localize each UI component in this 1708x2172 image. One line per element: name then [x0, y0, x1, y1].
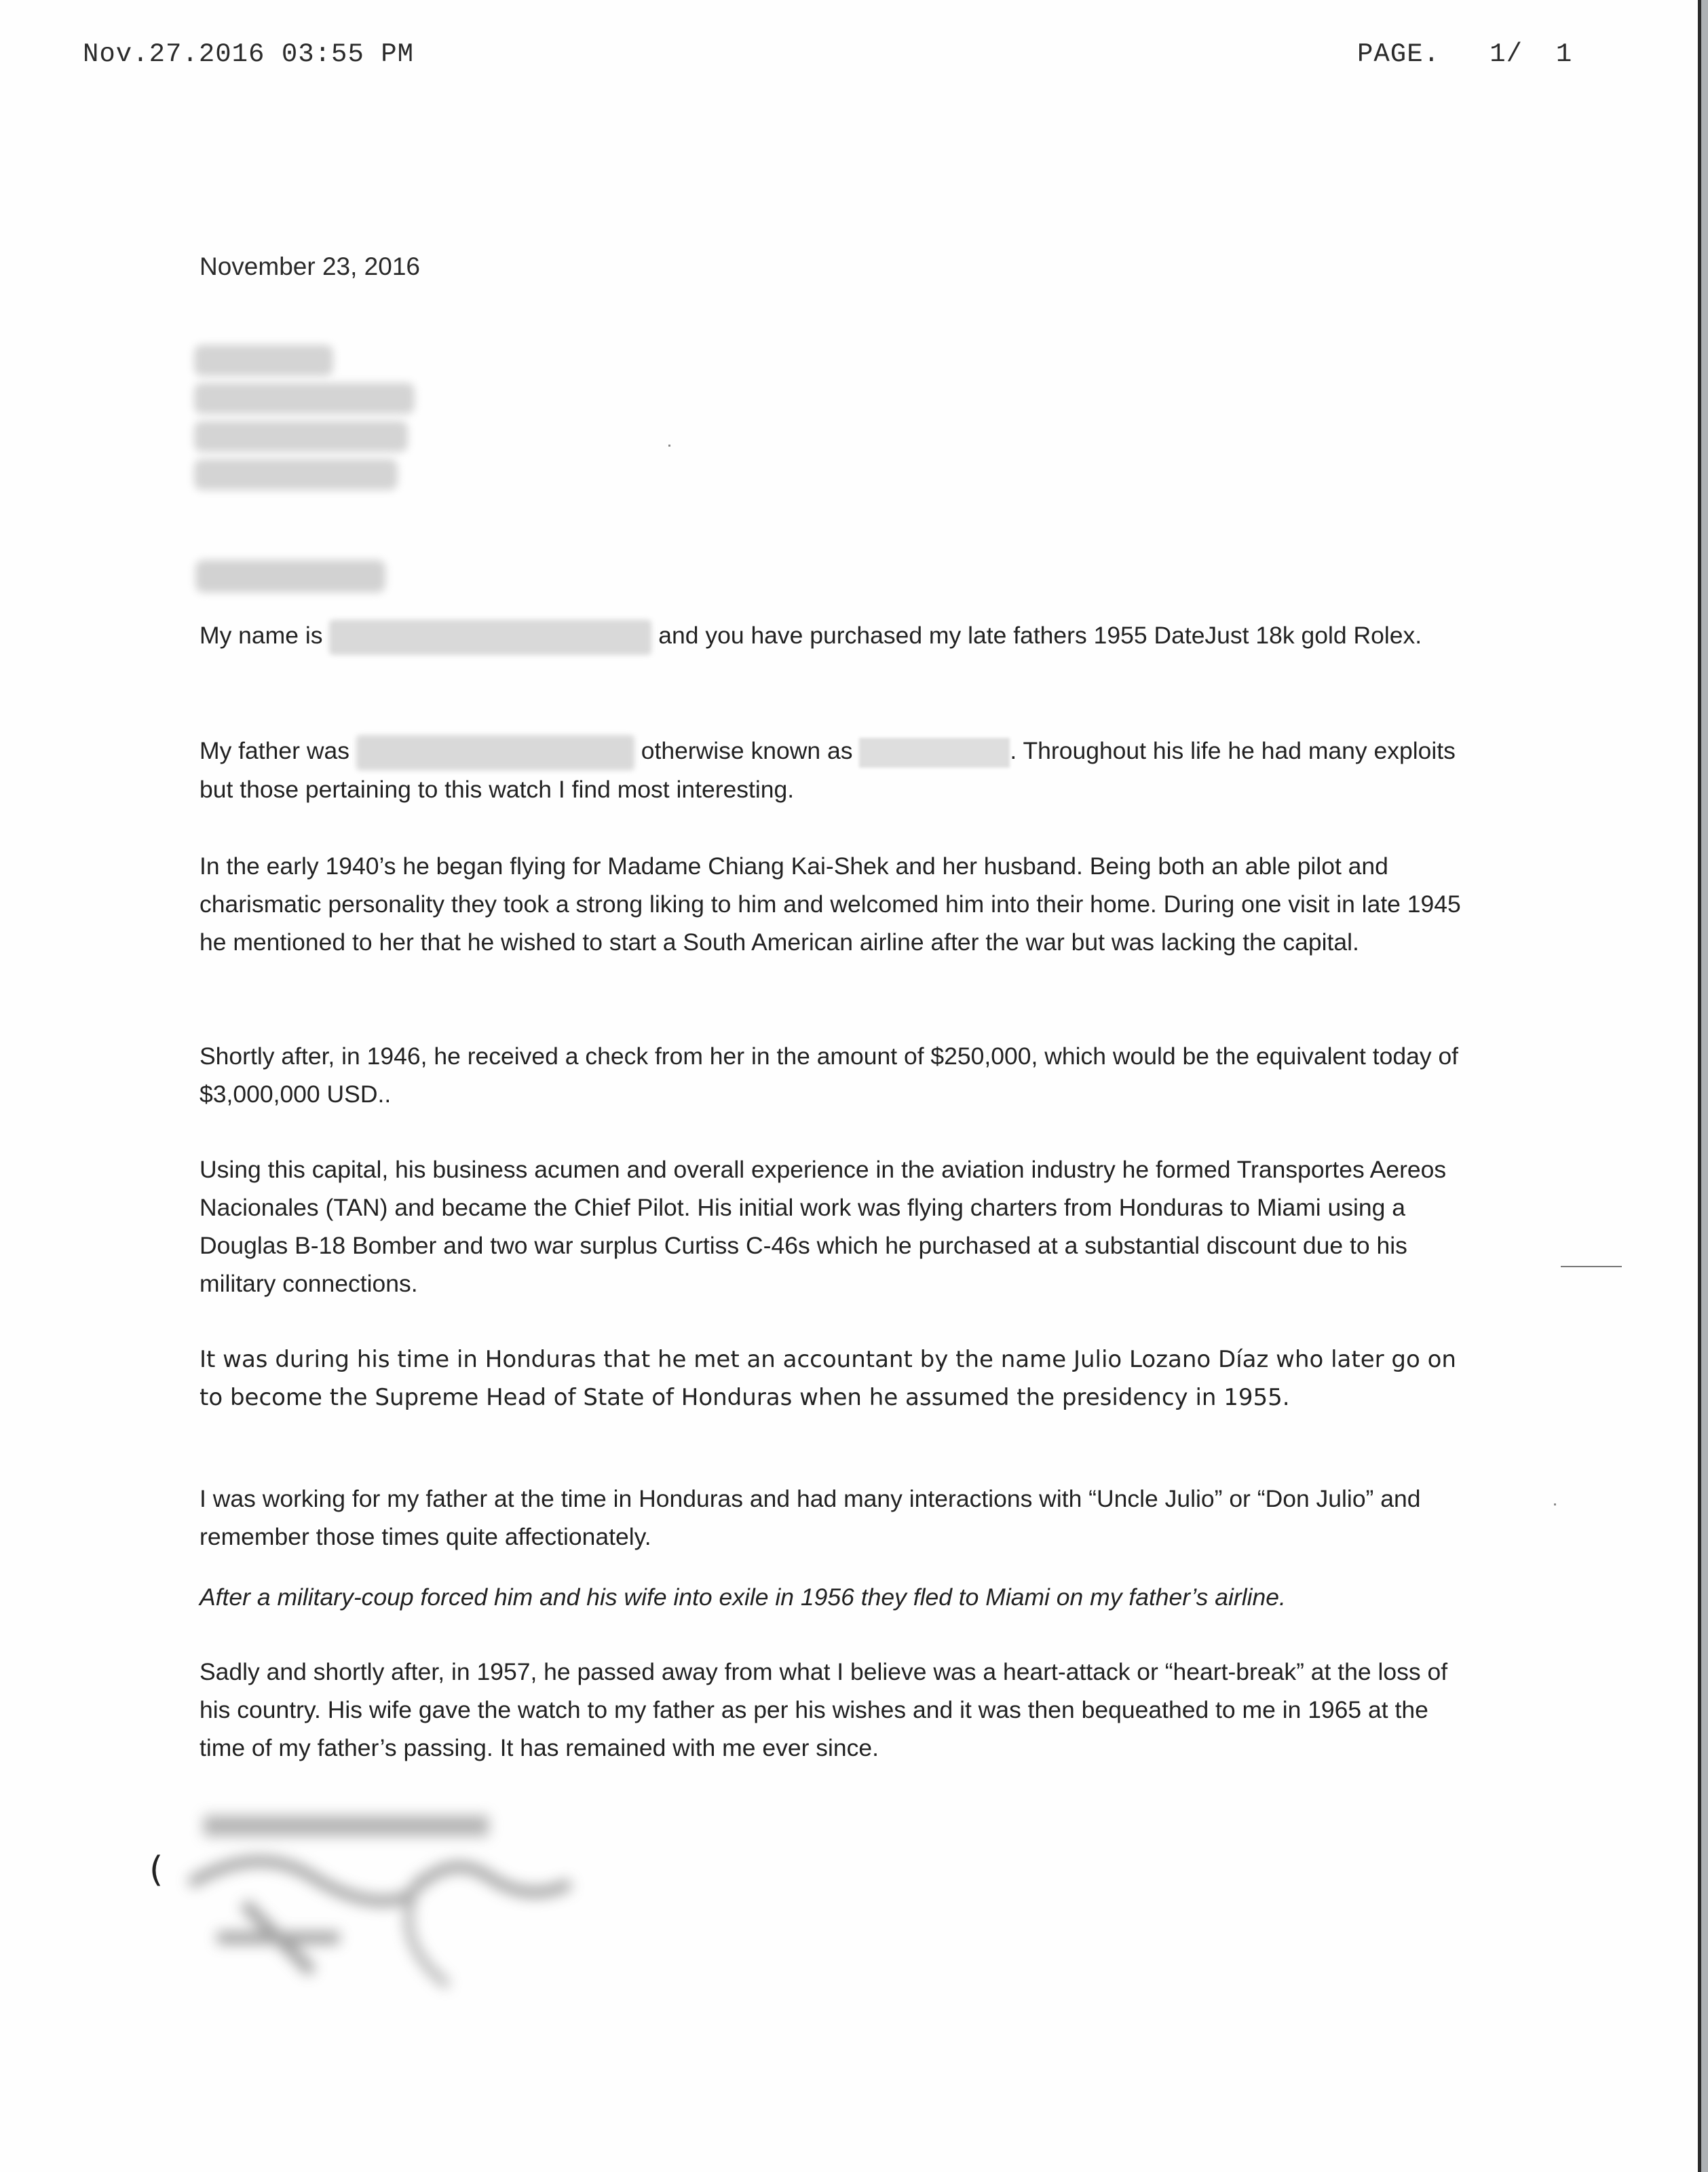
paragraph-9: Sadly and shortly after, in 1957, he passed away from what I believe was a heart-attack or “heart-break” at the loss of his country. His wife gave the watch to my father as per his wishes and it was then bequeathed to me in 1965 at the time of my father’s passing. It has remained with me ever since.	[200, 1658, 1448, 1761]
paragraph-6: It was during his time in Honduras that he met an accountant by the name Julio Lozano Díaz who later go on to become the Supreme Head of State of Honduras when he assumed the presidency in 1955.	[200, 1346, 1456, 1411]
redacted-line	[194, 421, 408, 452]
paragraph-text: . Throughout his life he had many exploits but those pertaining to this watch I find most interesting.	[200, 737, 1456, 803]
paragraph-2	[200, 732, 1462, 808]
letter-date: November 23, 2016	[200, 252, 420, 280]
paragraph-7: I was working for my father at the time in Honduras and had many interactions with “Uncle Julio” or “Don Julio” and remember those times quite affectionately.	[200, 1485, 1421, 1550]
page-count: 1/ 1	[1489, 39, 1573, 69]
scan-mark	[1561, 1266, 1622, 1267]
paragraph-text: My name is	[200, 622, 323, 649]
signature-redacted	[149, 1802, 638, 1992]
scan-speck	[1554, 1503, 1556, 1505]
bracket-mark: (	[149, 1850, 164, 1890]
scan-border	[1701, 0, 1708, 2172]
recipient-address-redacted	[194, 345, 415, 497]
paragraph-text: otherwise known as	[641, 737, 853, 764]
page-label: PAGE.	[1357, 39, 1441, 69]
paragraph-4: Shortly after, in 1946, he received a check from her in the amount of $250,000, which would be the equivalent today of $3,000,000 USD..	[200, 1043, 1459, 1108]
fax-page-indicator	[1357, 39, 1572, 69]
paragraph-5: Using this capital, his business acumen and overall experience in the aviation industry he formed Transportes Aereos Nacionales (TAN) and became the Chief Pilot. His initial work was flying charters from Honduras to Miami using a Douglas B-18 Bomber and two war surplus Curtiss C-46s which he purchased at a substantial discount due to his military connections.	[200, 1156, 1447, 1297]
paragraph-text: and you have purchased my late fathers 1955 DateJust 18k gold Rolex.	[658, 622, 1422, 649]
signature-blur	[163, 1802, 638, 1992]
redacted-nickname	[859, 738, 1010, 768]
redacted-name	[329, 620, 651, 655]
scan-speck	[668, 445, 670, 447]
redacted-line	[194, 459, 398, 490]
redacted-line	[194, 383, 415, 414]
fax-timestamp: Nov.27.2016 03:55 PM	[83, 39, 415, 69]
redacted-line	[194, 345, 333, 376]
paragraph-1	[200, 616, 1462, 655]
paragraph-3: In the early 1940’s he began flying for Madame Chiang Kai-Shek and her husband. Being both an able pilot and charismatic personality they took a strong liking to him and welcomed him into their home. During one visit in late 1945 he mentioned to her that he wished to start a South American airline after the war but was lacking the capital.	[200, 853, 1461, 956]
paragraph-text: My father was	[200, 737, 349, 764]
paragraph-8: After a military-coup forced him and his wife into exile in 1956 they fled to Miami on my father’s airline.	[200, 1584, 1286, 1611]
redacted-name	[356, 735, 634, 770]
salutation-redacted	[195, 560, 385, 593]
